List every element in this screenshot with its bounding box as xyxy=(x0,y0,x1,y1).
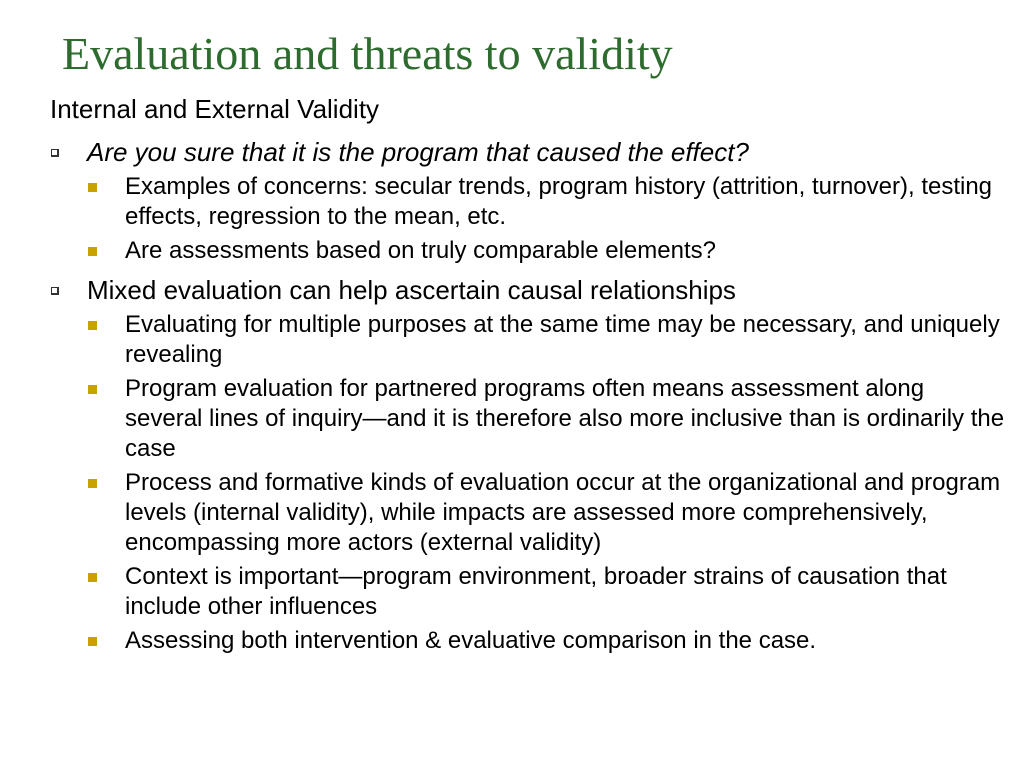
filled-square-icon xyxy=(88,183,97,192)
hollow-square-icon xyxy=(51,149,59,157)
filled-square-icon xyxy=(88,479,97,488)
filled-square-icon xyxy=(88,321,97,330)
hollow-square-icon xyxy=(51,287,59,295)
filled-square-icon xyxy=(88,247,97,256)
bullet-level1 xyxy=(87,136,1007,168)
bullet-level1 xyxy=(87,274,1007,306)
bullet-level2-text: Evaluating for multiple purposes at the same time may be necessary, and uniquely revealing xyxy=(125,311,1000,368)
bullet-level2 xyxy=(125,310,1005,370)
bullet-level2-text: Context is important—program environment, broader strains of causation that include other influences xyxy=(125,563,947,620)
bullet-level2-text: Program evaluation for partnered programs often means assessment along several lines of inquiry—and it is therefore also more inclusive than is ordinarily the case xyxy=(125,375,1005,462)
bullet-level2 xyxy=(125,236,1005,266)
bullet-level2 xyxy=(125,562,1005,622)
filled-square-icon xyxy=(88,385,97,394)
slide-title: Evaluation and threats to validity xyxy=(62,28,673,79)
bullet-level1-text: Mixed evaluation can help ascertain causal relationships xyxy=(87,275,736,305)
slide-subtitle: Internal and External Validity xyxy=(50,94,380,124)
bullet-level2-text: Process and formative kinds of evaluation occur at the organizational and program levels (internal validity), while impacts are assessed more comprehensively, encompassing more actors (external validity) xyxy=(125,469,1001,556)
bullet-level1-text: Are you sure that it is the program that caused the effect? xyxy=(87,137,749,167)
bullet-level2-text: Are assessments based on truly comparable elements? xyxy=(125,237,716,264)
bullet-level2 xyxy=(125,626,1005,656)
bullet-level2-text: Examples of concerns: secular trends, program history (attrition, turnover), testing effects, regression to the mean, etc. xyxy=(125,173,993,230)
bullet-level2 xyxy=(125,172,1005,232)
bullet-level2 xyxy=(125,468,1005,558)
filled-square-icon xyxy=(88,637,97,646)
bullet-level2-text: Assessing both intervention & evaluative comparison in the case. xyxy=(125,627,817,654)
filled-square-icon xyxy=(88,573,97,582)
bullet-level2 xyxy=(125,374,1005,464)
bullet-list xyxy=(0,136,1024,656)
